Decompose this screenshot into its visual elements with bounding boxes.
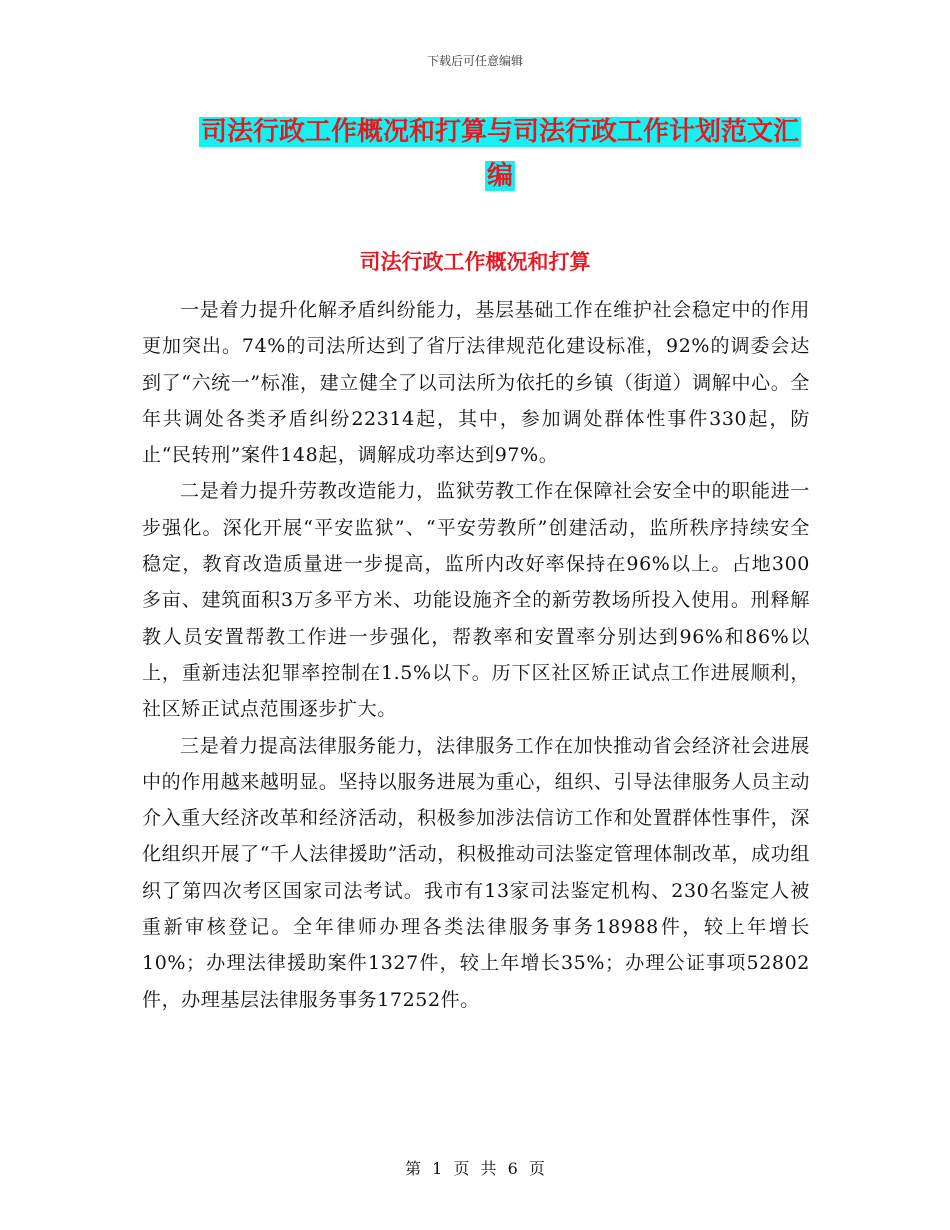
paragraph-1: 一是着力提升化解矛盾纠纷能力，基层基础工作在维护社会稳定中的作用更加突出。74%的司法所达到了省厅法律规范化建设标准，92%的调委会达到了“六统一”标准，建立健全了以司法所为依托的乡镇（街道）调解中心。全年共调处各类矛盾纠纷22314起，其中，参加调处群体性事件330起，防止“民转刑”案件148起，调解成功率达到97%。 [142,299,810,467]
document-title [190,110,810,198]
document-title-line-2: 编 [486,161,513,191]
document-title-line-1: 司法行政工作概况和打算与司法行政工作计划范文汇 [200,117,799,147]
paragraph-3: 三是着力提高法律服务能力，法律服务工作在加快推动省会经济社会进展中的作用越来越明显。坚持以服务进展为重心，组织、引导法律服务人员主动介入重大经济改革和经济活动，积极参加涉法信访工作和处置群体性事件，深化组织开展了“千人法律援助”活动，积极推动司法鉴定管理体制改革，成功组织了第四次考区国家司法考试。我市有13家司法鉴定机构、230名鉴定人被重新审核登记。全年律师办理各类法律服务事务18988件，较上年增长10%；办理法律援助案件1327件，较上年增长35%；办理公证事项52802件，办理基层法律服务事务17252件。 [142,734,810,1011]
header-note: 下载后可任意编辑 [426,54,523,68]
paragraph-2: 二是着力提升劳教改造能力，监狱劳教工作在保障社会安全中的职能进一步强化。深化开展“平安监狱”、“平安劳教所”创建活动，监所秩序持续安全稳定，教育改造质量进一步提高，监所内改好率保持在96%以上。占地300多亩、建筑面积3万多平方米、功能设施齐全的新劳教场所投入使用。刑释解教人员安置帮教工作进一步强化，帮教率和安置率分别达到96%和86%以上，重新违法犯罪率控制在1.5%以下。历下区社区矫正试点工作进展顺利，社区矫正试点范围逐步扩大。 [142,480,810,721]
document-body [142,292,810,1018]
section-title: 司法行政工作概况和打算 [359,250,591,274]
page-footer: 第 1 页 共 6 页 [405,1159,545,1178]
